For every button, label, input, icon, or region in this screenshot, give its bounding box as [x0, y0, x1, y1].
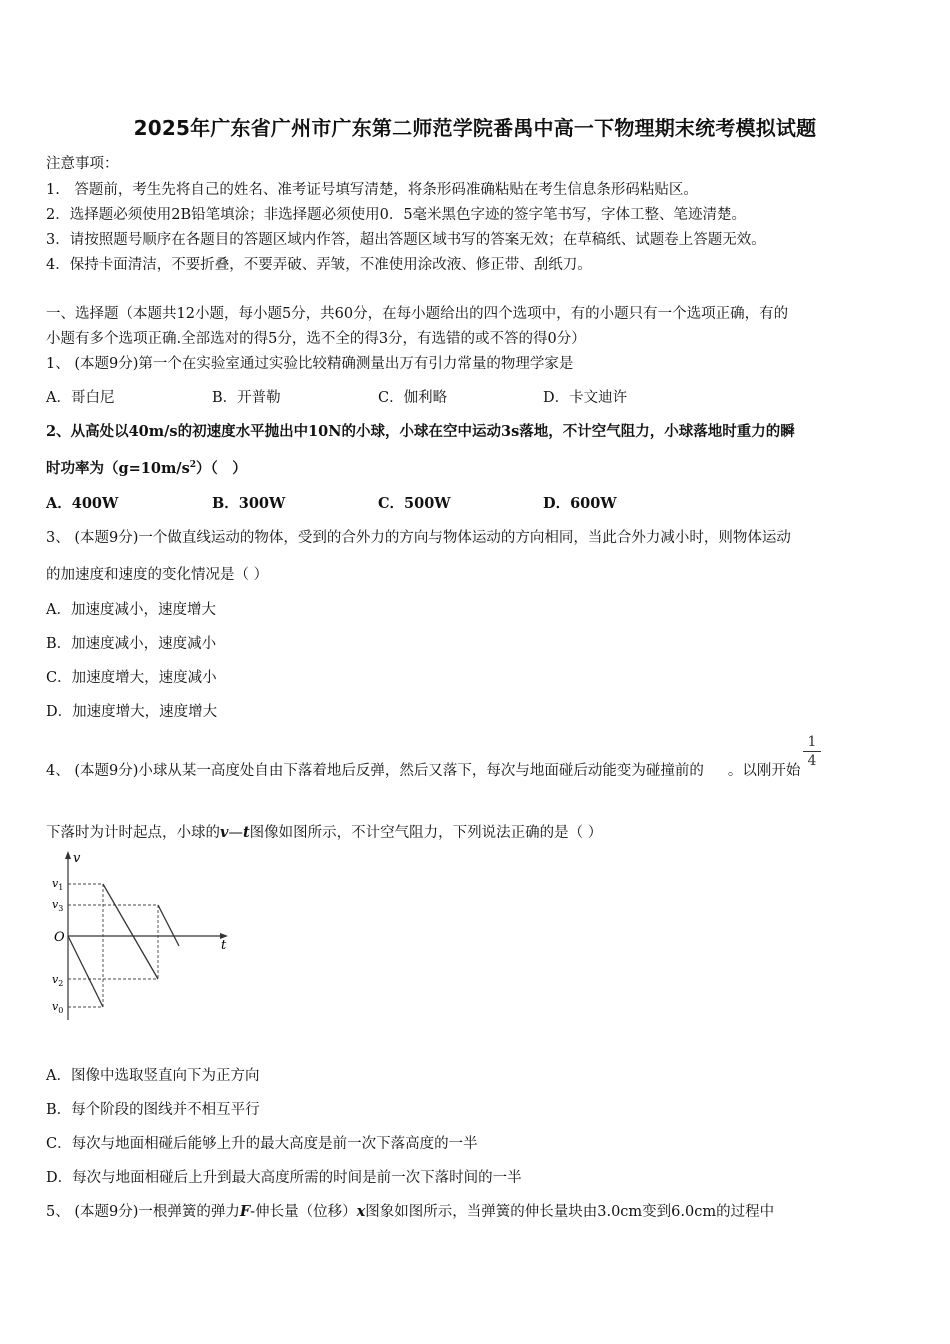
q1-option-a: A．哥白尼 [46, 390, 115, 406]
q4-stem-var: v [220, 824, 229, 841]
q3-option-d: D．加速度增大，速度增大 [46, 704, 218, 720]
v-t-graph [46, 848, 236, 1024]
section-instructions-line1: 一、选择题（本题共12小题，每小题5分，共60分，在每小题给出的四个选项中，有的小题只有一个选项正确，有的 [46, 306, 789, 322]
q1-stem: 1、 (本题9分)第一个在实验室通过实验比较精确测量出万有引力常量的物理学家是 [46, 356, 574, 372]
notice-item-4: 4．保持卡面清洁，不要折叠，不要弄破、弄皱，不准使用涂改液、修正带、刮纸刀。 [46, 257, 592, 273]
notice-heading: 注意事项： [46, 156, 119, 172]
q4-stem-part: 4、 (本题9分)小球从某一高度处自由下落着地后反弹，然后又落下，每次与地面碰后动能变为碰撞前的 [46, 763, 704, 779]
q2-option-d: D．600W [543, 495, 617, 512]
q4-option-a: A．图像中选取竖直向下为正方向 [46, 1068, 260, 1084]
q4-stem-line1 [46, 759, 800, 780]
tick-label-v3: $v_3$ [52, 898, 64, 913]
q2-option-b: B．300W [212, 495, 286, 512]
q2-option-a: A．400W [46, 495, 119, 512]
q1-option-d: D．卡文迪许 [543, 390, 628, 406]
q3-option-c: C．加速度增大，速度减小 [46, 670, 217, 686]
q2-stem-line1: 2、从高处以40m/s的初速度水平抛出中10N的小球，小球在空中运动3s落地，不计空气阻力，小球落地时重力的瞬 [46, 423, 795, 440]
q2-stem-part: 时功率为（g=10m/s [46, 460, 190, 477]
q4-stem-part: 。以刚开始 [727, 763, 801, 779]
q4-fraction [803, 734, 821, 769]
origin-label: O [54, 930, 65, 945]
fraction-numerator: 1 [807, 734, 817, 750]
q3-option-b: B．加速度减小，速度减小 [46, 636, 217, 652]
q4-stem-part: 下落时为计时起点，小球的 [46, 825, 220, 841]
q4-option-d: D．每次与地面相碰后上升到最大高度所需的时间是前一次下落时间的一半 [46, 1170, 522, 1186]
q5-stem-part: 图象如图所示，当弹簧的伸长量块由3.0cm变到6.0cm的过程中 [365, 1204, 775, 1220]
axis-label-t: t [221, 938, 227, 953]
tick-label-v2: $v_2$ [52, 973, 64, 988]
fraction-denominator: 4 [807, 753, 817, 769]
q4-stem-part: 图像如图所示，不计空气阻力，下列说法正确的是（ ） [249, 825, 603, 841]
graph-line [68, 884, 179, 1007]
tick-label-v0: $v_0$ [52, 1000, 64, 1015]
q4-stem-var: t [242, 824, 250, 841]
q1-option-c: C．伽利略 [378, 390, 448, 406]
q3-stem-line1: 3、 (本题9分)一个做直线运动的物体，受到的合外力的方向与物体运动的方向相同，当此合外力减小时，则物体运动 [46, 530, 791, 546]
q5-stem-part: 5、 (本题9分)一根弹簧的弹力 [46, 1204, 240, 1220]
v-axis-arrow [65, 851, 71, 859]
q5-stem-part: -伸长量（位移） [250, 1204, 357, 1220]
axis-label-v: v [73, 851, 81, 866]
q1-option-b: B．开普勒 [212, 390, 281, 406]
q4-stem-line2 [46, 821, 602, 842]
tick-label-v1: $v_1$ [52, 877, 64, 892]
q2-stem-part: ）（ ） [196, 460, 247, 477]
q3-stem-line2: 的加速度和速度的变化情况是（ ） [46, 567, 269, 583]
q2-option-c: C．500W [378, 495, 451, 512]
q4-option-c: C．每次与地面相碰后能够上升的最大高度是前一次下落高度的一半 [46, 1136, 478, 1152]
q5-stem-var: x [356, 1203, 366, 1220]
q2-stem-sup: 2 [189, 460, 197, 471]
q4-stem-part: — [228, 825, 243, 841]
q3-option-a: A．加速度减小，速度增大 [46, 602, 216, 618]
q5-stem [46, 1200, 774, 1221]
notice-item-2: 2．选择题必须使用2B铅笔填涂；非选择题必须使用0．5毫米黑色字迹的签字笔书写，字体工整、笔迹清楚。 [46, 207, 747, 223]
q2-stem-line2 [46, 457, 247, 478]
q5-stem-var: F [239, 1203, 251, 1220]
q4-option-b: B．每个阶段的图线并不相互平行 [46, 1102, 260, 1118]
notice-item-3: 3．请按照题号顺序在各题目的答题区域内作答，超出答题区域书写的答案无效；在草稿纸、试题卷上答题无效。 [46, 232, 766, 248]
section-instructions-line2: 小题有多个选项正确.全部选对的得5分，选不全的得3分，有选错的或不答的得0分） [46, 331, 586, 347]
notice-item-1: 1. 答题前，考生先将自己的姓名、准考证号填写清楚，将条形码准确粘贴在考生信息条形码粘贴区。 [46, 182, 698, 198]
page-title: 2025年广东省广州市广东第二师范学院番禺中高一下物理期末统考模拟试题 [133, 116, 817, 140]
